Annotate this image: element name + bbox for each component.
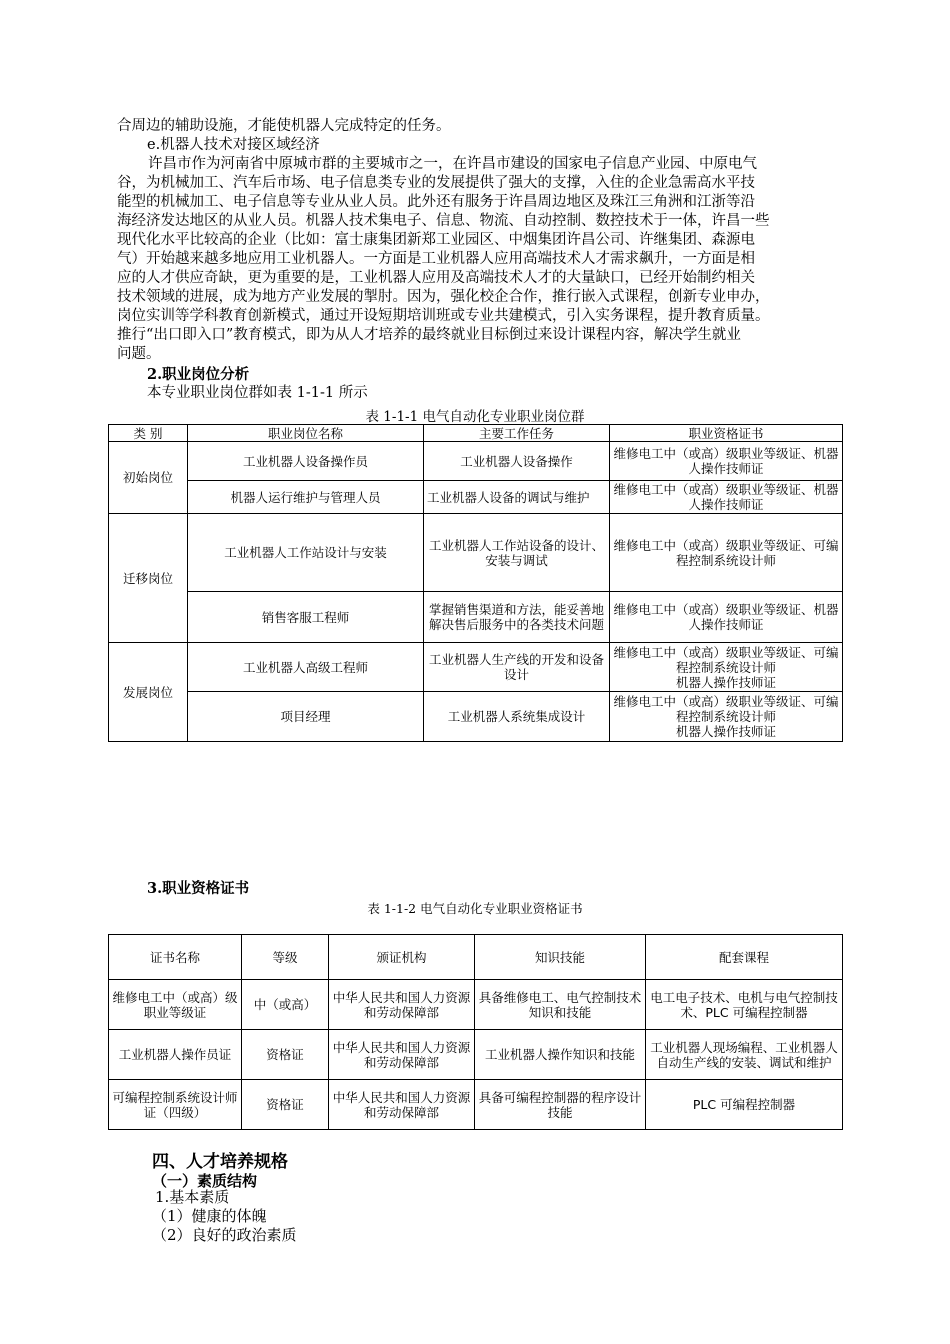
paragraph-line: 岗位实训等学科教育创新模式，通过开设短期培训班或专业共建模式，引入实务课程，提升教育质量。 xyxy=(117,308,770,324)
list-item: （1）健康的体魄 xyxy=(152,1207,267,1225)
header-cell: 类 别 xyxy=(109,425,188,442)
header-cell: 主要工作任务 xyxy=(424,425,610,442)
header-cell: 配套课程 xyxy=(646,935,843,980)
table-row xyxy=(109,1080,843,1130)
header-cell: 等级 xyxy=(242,935,329,980)
table-2-caption: 表 1-1-2 电气自动化专业职业资格证书 xyxy=(367,901,583,916)
table-header-row xyxy=(109,935,843,980)
table-row xyxy=(109,692,843,742)
category-cell: 发展岗位 xyxy=(109,643,188,742)
header-cell: 职业资格证书 xyxy=(610,425,843,442)
cert-name-cell: 可编程控制系统设计师证（四级） xyxy=(109,1080,242,1130)
table-row xyxy=(109,643,843,692)
position-cell: 工业机器人设备操作员 xyxy=(188,442,424,481)
course-cell: PLC 可编程控制器 xyxy=(646,1080,843,1130)
list-item: 1.基本素质 xyxy=(155,1188,230,1206)
table-row xyxy=(109,592,843,643)
certificates-table xyxy=(108,934,843,1130)
task-cell: 工业机器人系统集成设计 xyxy=(424,692,610,742)
table-row xyxy=(109,1030,843,1080)
header-cell: 颁证机构 xyxy=(329,935,475,980)
task-cell: 工业机器人工作站设备的设计、安装与调试 xyxy=(424,514,610,592)
cert-cell: 维修电工中（或高）级职业等级证、可编程控制系统设计师 机器人操作技师证 xyxy=(610,692,843,742)
position-cell: 机器人运行维护与管理人员 xyxy=(188,481,424,514)
table-header-row xyxy=(109,425,843,442)
position-cell: 销售客服工程师 xyxy=(188,592,424,643)
list-item: （2）良好的政治素质 xyxy=(152,1226,297,1244)
cert-cell: 维修电工中（或高）级职业等级证、机器人操作技师证 xyxy=(610,592,843,643)
skill-cell: 具备可编程控制器的程序设计技能 xyxy=(475,1080,646,1130)
career-positions-table xyxy=(108,424,843,742)
header-cell: 证书名称 xyxy=(109,935,242,980)
course-cell: 电工电子技术、电机与电气控制技术、PLC 可编程控制器 xyxy=(646,980,843,1030)
issuer-cell: 中华人民共和国人力资源和劳动保障部 xyxy=(329,1030,475,1080)
header-cell: 职业岗位名称 xyxy=(188,425,424,442)
paragraph-line: 海经济发达地区的从业人员。机器人技术集电子、信息、物流、自动控制、数控技术于一体，许昌一些 xyxy=(117,213,770,229)
level-cell: 中（或高） xyxy=(242,980,329,1030)
paragraph-line: 推行“出口即入口”教育模式，即为从人才培养的最终就业目标倒过来设计课程内容，解决学生就业 xyxy=(117,327,741,343)
section-2-heading: 2.职业岗位分析 xyxy=(147,366,250,383)
paragraph-line: 问题。 xyxy=(117,346,161,362)
category-cell: 初始岗位 xyxy=(109,442,188,514)
level-cell: 资格证 xyxy=(242,1080,329,1130)
cert-cell: 维修电工中（或高）级职业等级证、机器人操作技师证 xyxy=(610,481,843,514)
cert-cell: 维修电工中（或高）级职业等级证、机器人操作技师证 xyxy=(610,442,843,481)
cert-name-cell: 维修电工中（或高）级职业等级证 xyxy=(109,980,242,1030)
paragraph-line: 谷，为机械加工、汽车后市场、电子信息类专业的发展提供了强大的支撑，入住的企业急需高水平技 xyxy=(117,175,755,191)
paragraph-line: 技术领域的进展，成为地方产业发展的掣肘。因为，强化校企合作，推行嵌入式课程，创新专业申办， xyxy=(117,289,770,305)
table-row xyxy=(109,980,843,1030)
paragraph-line: 能型的机械加工、电子信息等专业从业人员。此外还有服务于许昌周边地区及珠江三角洲和江浙等沿 xyxy=(117,194,755,210)
course-cell: 工业机器人现场编程、工业机器人自动生产线的安装、调试和维护 xyxy=(646,1030,843,1080)
paragraph-line: 现代化水平比较高的企业（比如：富士康集团新郑工业园区、中烟集团许昌公司、许继集团、森源电 xyxy=(117,232,755,248)
category-cell: 迁移岗位 xyxy=(109,514,188,643)
task-cell: 工业机器人生产线的开发和设备设计 xyxy=(424,643,610,692)
table-row xyxy=(109,514,843,592)
level-cell: 资格证 xyxy=(242,1030,329,1080)
header-cell: 知识技能 xyxy=(475,935,646,980)
table-1-caption: 表 1-1-1 电气自动化专业职业岗位群 xyxy=(365,409,585,425)
table-row xyxy=(109,481,843,514)
table-row xyxy=(109,442,843,481)
issuer-cell: 中华人民共和国人力资源和劳动保障部 xyxy=(329,980,475,1030)
skill-cell: 工业机器人操作知识和技能 xyxy=(475,1030,646,1080)
task-cell: 工业机器人设备的调试与维护 xyxy=(424,481,610,514)
section-3-heading: 3.职业资格证书 xyxy=(147,880,250,897)
position-cell: 项目经理 xyxy=(188,692,424,742)
paragraph-line: 应的人才供应奇缺，更为重要的是，工业机器人应用及高端技术人才的大量缺口，已经开始制约相关 xyxy=(117,270,755,286)
cert-name-cell: 工业机器人操作员证 xyxy=(109,1030,242,1080)
task-cell: 工业机器人设备操作 xyxy=(424,442,610,481)
section-2-text: 本专业职业岗位群如表 1-1-1 所示 xyxy=(147,385,368,401)
task-cell: 掌握销售渠道和方法，能妥善地解决售后服务中的各类技术问题 xyxy=(424,592,610,643)
subheading-e: e.机器人技术对接区域经济 xyxy=(147,137,320,153)
issuer-cell: 中华人民共和国人力资源和劳动保障部 xyxy=(329,1080,475,1130)
intro-paragraph xyxy=(117,155,839,364)
intro-line: 合周边的辅助设施，才能使机器人完成特定的任务。 xyxy=(117,118,451,134)
paragraph-line: 许昌市作为河南省中原城市群的主要城市之一，在许昌市建设的国家电子信息产业园、中原电气 xyxy=(148,156,757,172)
section-4-heading: 四、人才培养规格 xyxy=(152,1152,288,1172)
position-cell: 工业机器人高级工程师 xyxy=(188,643,424,692)
paragraph-line: 气）开始越来越多地应用工业机器人。一方面是工业机器人应用高端技术人才需求飙升，一方面是相 xyxy=(117,251,755,267)
section-4-subheading: （一）素质结构 xyxy=(152,1172,258,1190)
cert-cell: 维修电工中（或高）级职业等级证、可编程控制系统设计师 xyxy=(610,514,843,592)
skill-cell: 具备维修电工、电气控制技术知识和技能 xyxy=(475,980,646,1030)
position-cell: 工业机器人工作站设计与安装 xyxy=(188,514,424,592)
cert-cell: 维修电工中（或高）级职业等级证、可编程控制系统设计师 机器人操作技师证 xyxy=(610,643,843,692)
